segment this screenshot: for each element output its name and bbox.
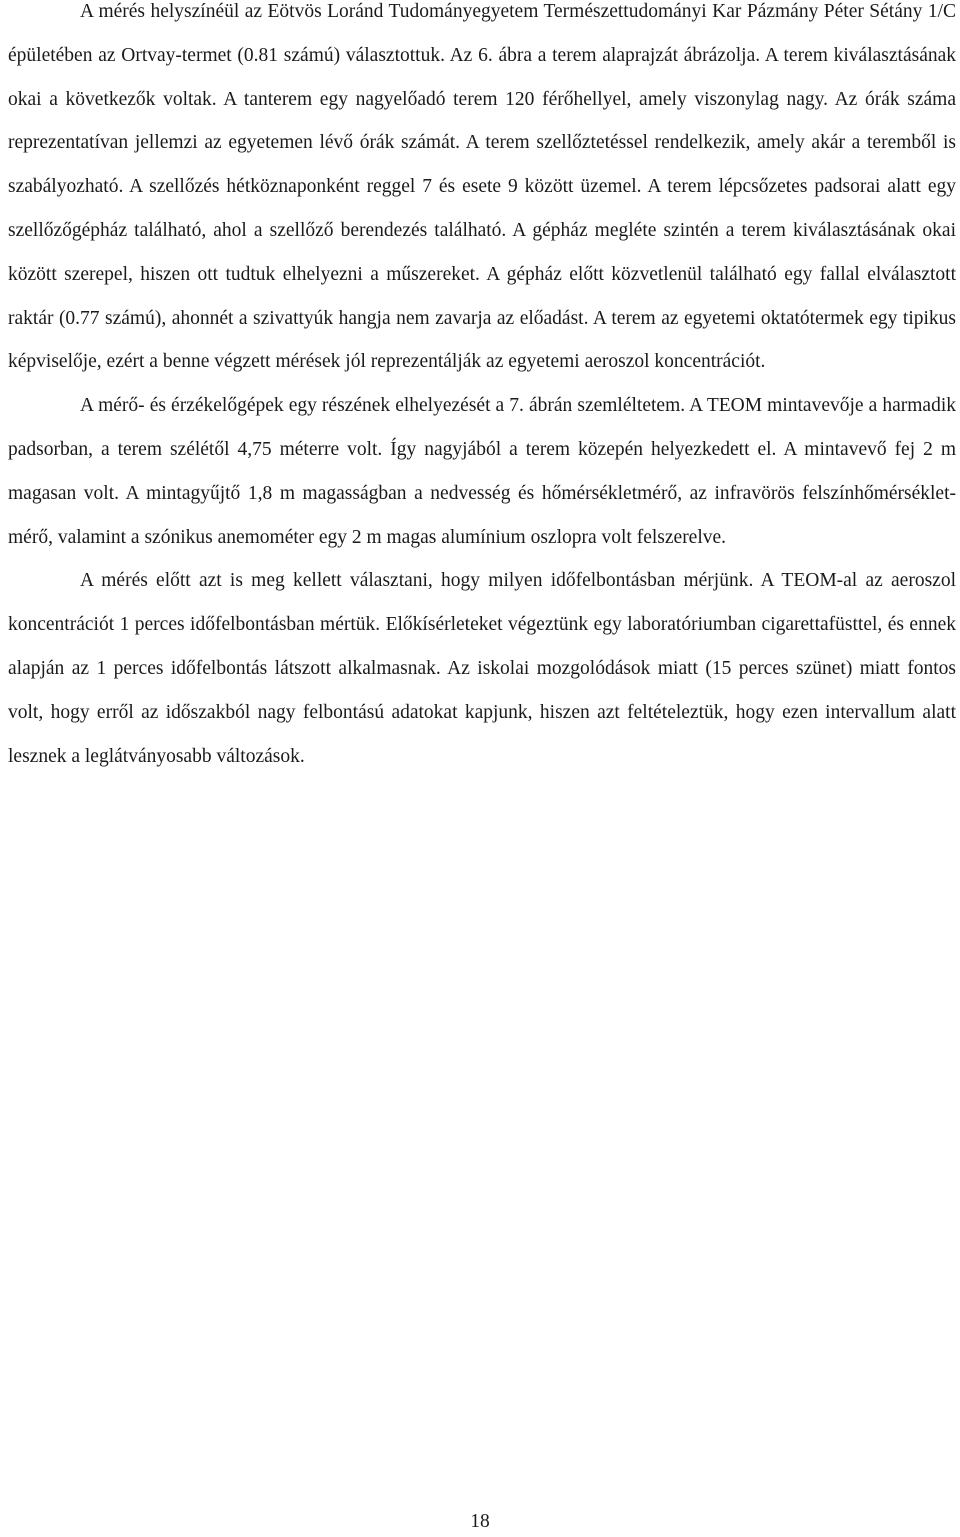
document-page (8, 0, 956, 778)
page-number: 18 (470, 1511, 490, 1532)
paragraph-instrument-placement: A mérő- és érzékelőgépek egy részének elhelyezését a 7. ábrán szemléltetem. A TEOM mintavevője a harmadik padsorban, a terem szélétől 4,75 méterre volt. Így nagyjából a terem közepén helyezkedett el. A mintavevő fej 2 m magasan volt. A mintagyűjtő 1,8 m magasságban a nedvesség és hőmérsékletmérő, az infravörös felszínhőmérséklet-mérő, valamint a szónikus anemométer egy 2 m magas alumínium oszlopra volt felszerelve. (8, 395, 956, 548)
paragraph-measurement-site: A mérés helyszínéül az Eötvös Loránd Tudományegyetem Természettudományi Kar Pázmány Péter Sétány 1/C épületében az Ortvay-termet (0.81 számú) választottuk. Az 6. ábra a terem alaprajzát ábrázolja. A terem kiválasztásának okai a következők voltak. A tanterem egy nagyelőadó terem 120 férőhellyel, amely viszonylag nagy. Az órák száma reprezentatívan jellemzi az egyetemen lévő órák számát. A terem szellőztetéssel rendelkezik, amely akár a teremből is szabályozható. A szellőzés hétköznaponként reggel 7 és esete 9 között üzemel. A terem lépcsőzetes padsorai alatt egy szellőzőgépház található, ahol a szellőző berendezés található. A gépház megléte szintén a terem kiválasztásának okai között szerepel, hiszen ott tudtuk elhelyezni a műszereket. A gépház előtt közvetlenül található egy fallal elválasztott raktár (0.77 számú), ahonnét a szivattyúk hangja nem zavarja az előadást. A terem az egyetemi oktatótermek egy tipikus képviselője, ezért a benne végzett mérések jól reprezentálják az egyetemi aeroszol koncentrációt. (8, 1, 956, 373)
paragraph-time-resolution: A mérés előtt azt is meg kellett választani, hogy milyen időfelbontásban mérjünk. A TEOM-al az aeroszol koncentrációt 1 perces időfelbontásban mértük. Előkísérleteket végeztünk egy laboratóriumban cigarettafüsttel, és ennek alapján az 1 perces időfelbontás látszott alkalmasnak. Az iskolai mozgolódások miatt (15 perces szünet) miatt fontos volt, hogy erről az időszakból nagy felbontású adatokat kapjunk, hiszen azt feltételeztük, hogy ezen intervallum alatt lesznek a leglátványosabb változások. (8, 570, 956, 767)
